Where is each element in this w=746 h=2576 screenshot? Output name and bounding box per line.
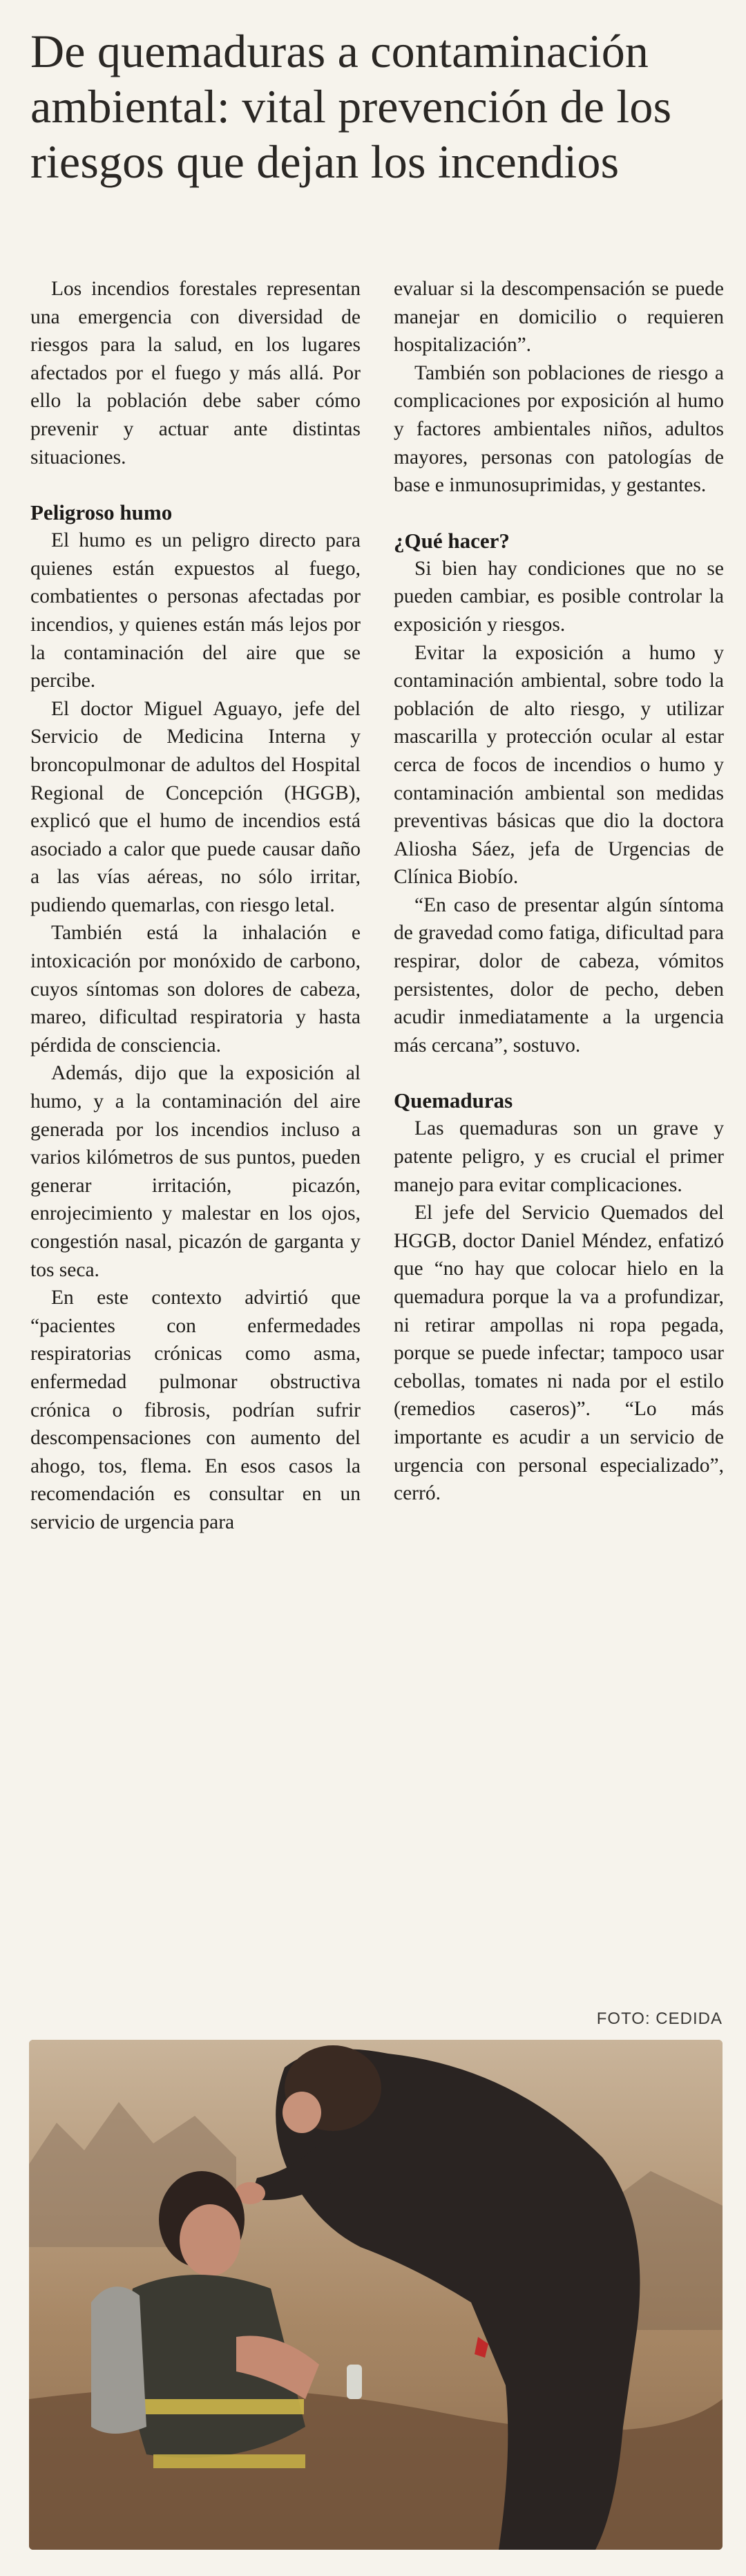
paragraph: Las quemaduras son un grave y patente peligro, y es crucial el primer manejo para evitar complicaciones. <box>394 1117 724 1196</box>
section-title-quemaduras: Quemaduras <box>394 1088 513 1113</box>
paragraph: El humo es un peligro directo para quienes están expuestos al fuego, combatientes o personas afectadas por incendios, y quienes están más lejos por la contaminación del aire que se percibe. <box>30 529 361 692</box>
paragraph: Además, dijo que la exposición al humo, y a la contaminación del aire generada por los incendios incluso a varios kilómetros de sus puntos, pueden generar irritación, picazón, enrojecimiento y malestar en los ojos, congestión nasal, picazón de garganta y tos seca. <box>30 1062 361 1281</box>
headline: De quemaduras a contaminación ambiental: vital prevención de los riesgos que dejan los incendios <box>30 25 672 188</box>
section-title-peligroso-humo: Peligroso humo <box>30 500 173 525</box>
article-body <box>30 275 724 1537</box>
column-left <box>30 275 361 1537</box>
paragraph: También son poblaciones de riesgo a complicaciones por exposición al humo y factores ambientales niños, adultos mayores, personas con patologías de base e inmunosuprimidas, y gestantes. <box>394 361 724 497</box>
paragraph: El doctor Miguel Aguayo, jefe del Servicio de Medicina Interna y broncopulmonar de adultos del Hospital Regional de Concepción (HGGB), explicó que el humo de incendios está asociado a calor que puede causar daño a las vías aéreas, no sólo irritar, pudiendo quemarlas, con riesgo letal. <box>30 697 361 916</box>
paragraph: En este contexto advirtió que “pacientes con enfermedades respiratorias crónicas como asma, enfermedad pulmonar obstructiva crónica o fibrosis, podrían sufrir descompensaciones con aumento del ahogo, tos, flema. En esos casos la recomendación es consultar en un servicio de urgencia para <box>30 1287 361 1533</box>
paragraph: El jefe del Servicio Quemados del HGGB, doctor Daniel Méndez, enfatizó que “no hay que colocar hielo en la quemadura porque la va a profundizar, ni retirar ampollas ni ropa pegada, porque se puede infectar; tampoco usar cebollas, tomates ni nada por el estilo (remedios caseros)”. “Lo más importante es acudir a un servicio de urgencia con personal especializado”, cerró. <box>394 1202 724 1505</box>
paragraph: “En caso de presentar algún síntoma de gravedad como fatiga, dificultad para respirar, dolor de cabeza, vómitos persistentes, dolor de pecho, deben acudir inmediatamente a la urgencia más cercana”, sostuvo. <box>394 893 724 1057</box>
column-right <box>394 275 724 1537</box>
photo-credit: FOTO: CEDIDA <box>596 2009 723 2028</box>
paragraph: Evitar la exposición a humo y contaminación ambiental, sobre todo la población de alto riesgo, y utilizar mascarilla y protección ocular al estar cerca de focos de incendios o humo y contaminación ambiental son medidas preventivas básicas que dio la doctora Aliosha Sáez, jefa de Urgencias de Clínica Biobío. <box>394 641 724 889</box>
section-title-que-hacer: ¿Qué hacer? <box>394 528 510 553</box>
intro-paragraph: Los incendios forestales representan una emergencia con diversidad de riesgos para la salud, en los lugares afectados por el fuego y más allá. Por ello la población debe saber cómo prevenir y actuar ante distintas situaciones. <box>30 278 361 468</box>
paragraph: evaluar si la descompensación se puede manejar en domicilio o requieren hospitalización”. <box>394 278 724 357</box>
paragraph: Si bien hay condiciones que no se pueden cambiar, es posible controlar la exposición y riesgos. <box>394 557 724 636</box>
photo-illustration <box>29 2040 723 2550</box>
article-photo <box>29 2040 723 2550</box>
paragraph: También está la inhalación e intoxicación por monóxido de carbono, cuyos síntomas son dolores de cabeza, mareo, dificultad respiratoria y hasta pérdida de consciencia. <box>30 922 361 1057</box>
